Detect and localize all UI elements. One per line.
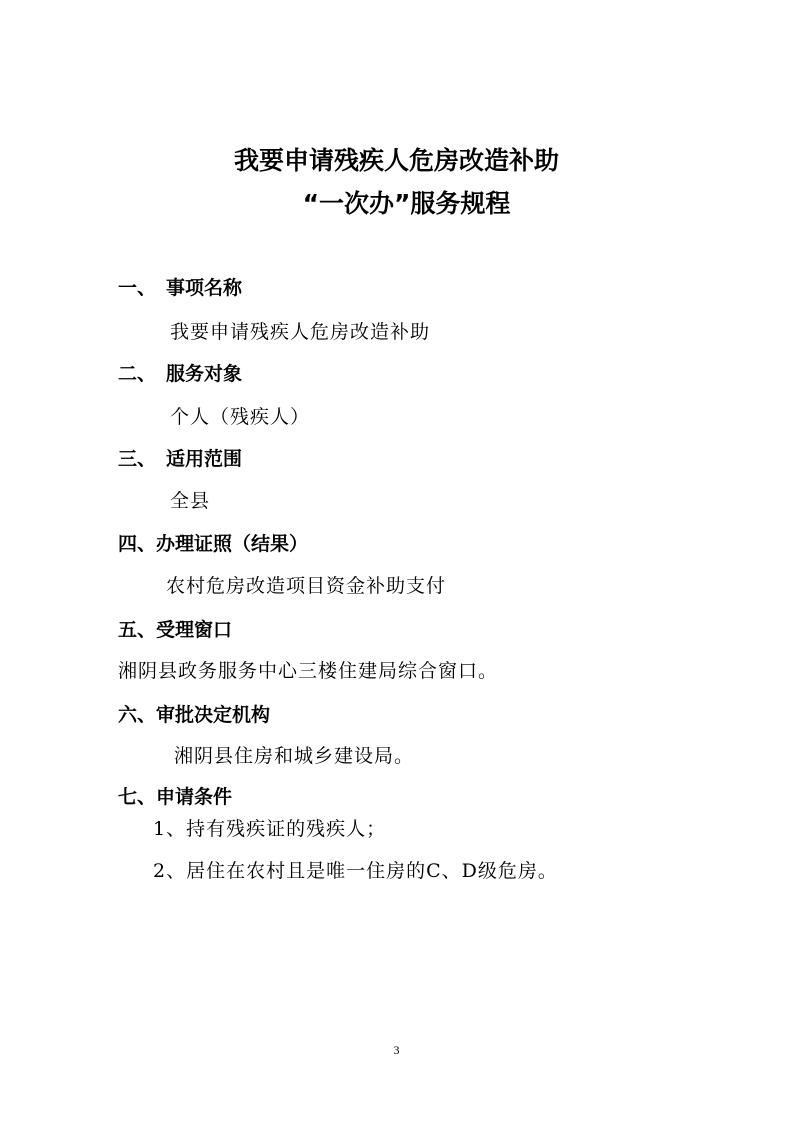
- section-content-7-item-1: 1、持有残疾证的残疾人；: [153, 818, 387, 840]
- section-title: 办理证照（结果）: [156, 533, 309, 555]
- section-number: 四、: [118, 533, 157, 555]
- section-title: 申请条件: [156, 786, 233, 808]
- section-heading-6: [118, 702, 270, 728]
- section-number: 六、: [118, 704, 157, 726]
- section-number: 一、: [118, 277, 157, 299]
- section-content-7-item-2: 2、居住在农村且是唯一住房的C、D级危房。: [153, 860, 558, 882]
- section-content-4: 农村危房改造项目资金补助支付: [166, 575, 447, 597]
- section-heading-1: [118, 275, 242, 301]
- section-heading-2: [118, 361, 242, 387]
- page-number: 3: [393, 1043, 400, 1057]
- document-title-line-1: 我要申请残疾人危房改造补助: [233, 146, 559, 175]
- section-content-2: 个人（残疾人）: [170, 406, 311, 428]
- section-heading-4: [118, 531, 308, 557]
- section-number: 二、: [118, 363, 157, 385]
- section-title: 事项名称: [166, 277, 243, 299]
- section-heading-7: [118, 784, 232, 810]
- section-heading-5: [118, 617, 232, 643]
- section-content-3: 全县: [170, 490, 211, 512]
- section-number: 七、: [118, 786, 157, 808]
- section-title: 服务对象: [166, 363, 243, 385]
- section-content-5: 湘阴县政务服务中心三楼住建局综合窗口。: [118, 660, 499, 682]
- document-title-line-2: “一次办”服务规程: [302, 189, 511, 218]
- section-title: 审批决定机构: [156, 704, 271, 726]
- section-title: 适用范围: [166, 448, 243, 470]
- section-title: 受理窗口: [156, 619, 233, 641]
- section-number: 五、: [118, 619, 157, 641]
- section-number: 三、: [118, 448, 157, 470]
- section-heading-3: [118, 446, 242, 472]
- section-content-1: 我要申请残疾人危房改造补助: [170, 321, 431, 343]
- section-content-6: 湘阴县住房和城乡建设局。: [174, 745, 415, 767]
